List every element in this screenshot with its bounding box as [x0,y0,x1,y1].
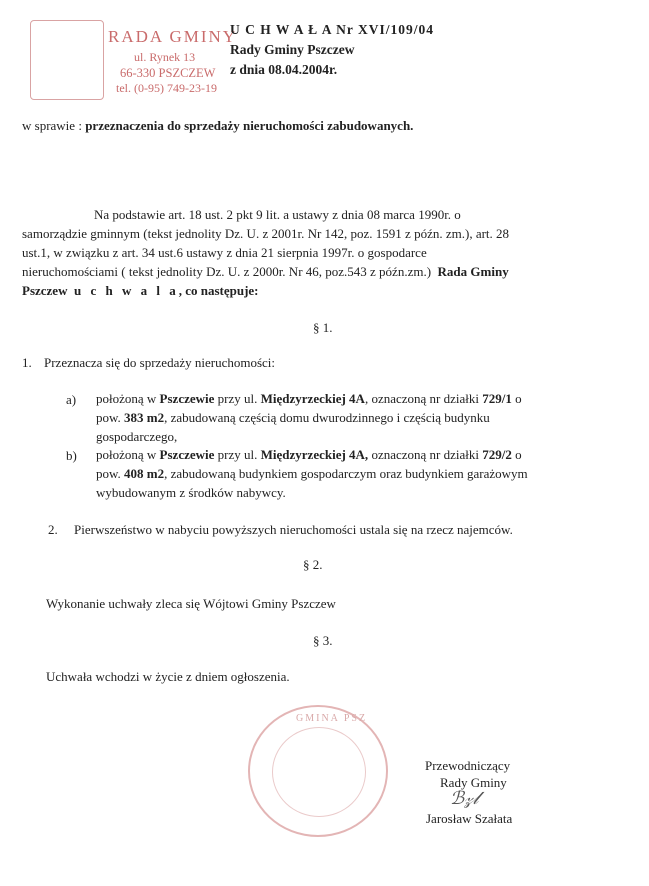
preamble-place: Pszczew [22,283,68,298]
preamble-line-4-text: nieruchomościami ( tekst jednolity Dz. U. z 2000r. Nr 46, poz.543 z późn.zm.) [22,264,432,279]
subject-prefix: w sprawie : [22,118,86,133]
round-seal-inner [272,727,366,817]
stamp-line-2: ul. Rynek 13 [134,50,196,64]
section-3-heading: § 3. [313,633,333,648]
paragraph-1-number: 1. [22,355,32,370]
resolution-issuer: Rady Gminy Pszczew [230,42,355,57]
item-a-line-3: gospodarczego, [96,429,178,444]
preamble-council: Rada Gminy [437,264,509,279]
item-b-line-3: wybudowanym z środków nabywcy. [96,485,286,500]
item-b-label: b) [66,448,77,463]
item-a-t3: przy ul. [214,391,261,406]
stamp-line-1: RADA GMINY [108,27,238,46]
item-a-street: Międzyrzeckiej 4A [260,391,365,406]
paragraph-2-text: Pierwszeństwo w nabyciu powyższych nieruchomości ustala się na rzecz najemców. [74,522,513,537]
stamp-line-3: 66-330 PSZCZEW [120,66,216,80]
item-b-street: Międzyrzeckiej 4A, [260,447,369,462]
signature-role-1: Przewodniczący [425,758,511,773]
section-1-heading: § 1. [313,320,333,335]
preamble-line-3: ust.1, w związku z art. 34 ust.6 ustawy z dnia 21 sierpnia 1997r. o gospodarce [22,245,427,260]
preamble-line-1: Na podstawie art. 18 ust. 2 pkt 9 lit. a ustawy z dnia 08 marca 1990r. o [94,207,461,222]
signature-name: Jarosław Szałata [426,811,513,826]
stamp-emblem [30,20,104,100]
paragraph-1-text: Przeznacza się do sprzedaży nieruchomości: [44,355,276,370]
round-seal-text: GMINA PSZ [296,713,368,724]
section-2-heading: § 2. [303,557,323,572]
resolution-title: U C H W A Ł A Nr XVI/109/04 [230,22,435,37]
item-b-town: Pszczewie [159,447,215,462]
signature-role-2: Rady Gminy [440,775,507,790]
item-b-desc: , zabudowaną budynkiem gospodarczym oraz budynkiem garażowym [164,466,528,481]
item-b-line-1 [96,447,522,463]
subject-line [22,118,413,134]
section-3-text: Uchwała wchodzi w życie z dniem ogłoszenia. [46,669,290,684]
preamble-line-2: samorządzie gminnym (tekst jednolity Dz. U. z 2001r. Nr 142, poz. 1591 z późn. zm.), art. 28 [22,226,510,241]
item-b-area: 408 m2 [124,466,165,481]
section-2-text: Wykonanie uchwały zleca się Wójtowi Gminy Pszczew [46,596,336,611]
preamble-resolves: u c h w a l a [73,283,179,298]
preamble-line-4 [22,264,509,280]
resolution-date: z dnia 08.04.2004r. [230,62,338,77]
item-b-t1: położoną w [96,447,160,462]
item-a-town: Pszczewie [159,391,215,406]
item-a-line-1 [96,391,522,407]
round-seal [248,705,388,837]
preamble-line-5 [22,283,259,299]
item-a-plot: 729/1 [482,391,512,406]
item-b-area-prefix: pow. [96,466,125,481]
item-a-area: 383 m2 [124,410,165,425]
stamp-line-4: tel. (0-95) 749-23-19 [116,81,217,95]
item-b-t3: przy ul. [214,447,261,462]
item-b-t7: o [511,447,522,462]
item-a-label: a) [66,392,77,407]
item-a-t7: o [511,391,522,406]
item-b-plot: 729/2 [482,447,512,462]
handwritten-signature: ℬ𝓏𝓁 [450,788,479,808]
paragraph-2-number: 2. [48,522,58,537]
subject-text: przeznaczenia do sprzedaży nieruchomości zabudowanych. [85,118,414,133]
item-b-line-2 [96,466,528,482]
item-a-line-2 [96,410,490,426]
item-a-area-prefix: pow. [96,410,125,425]
preamble-follows: , co następuje: [178,283,259,298]
item-a-t1: położoną w [96,391,160,406]
item-b-t5: oznaczoną nr działki [368,447,483,462]
item-a-desc: , zabudowaną częścią domu dwurodzinnego i częścią budynku [164,410,490,425]
item-a-t5: , oznaczoną nr działki [364,391,483,406]
